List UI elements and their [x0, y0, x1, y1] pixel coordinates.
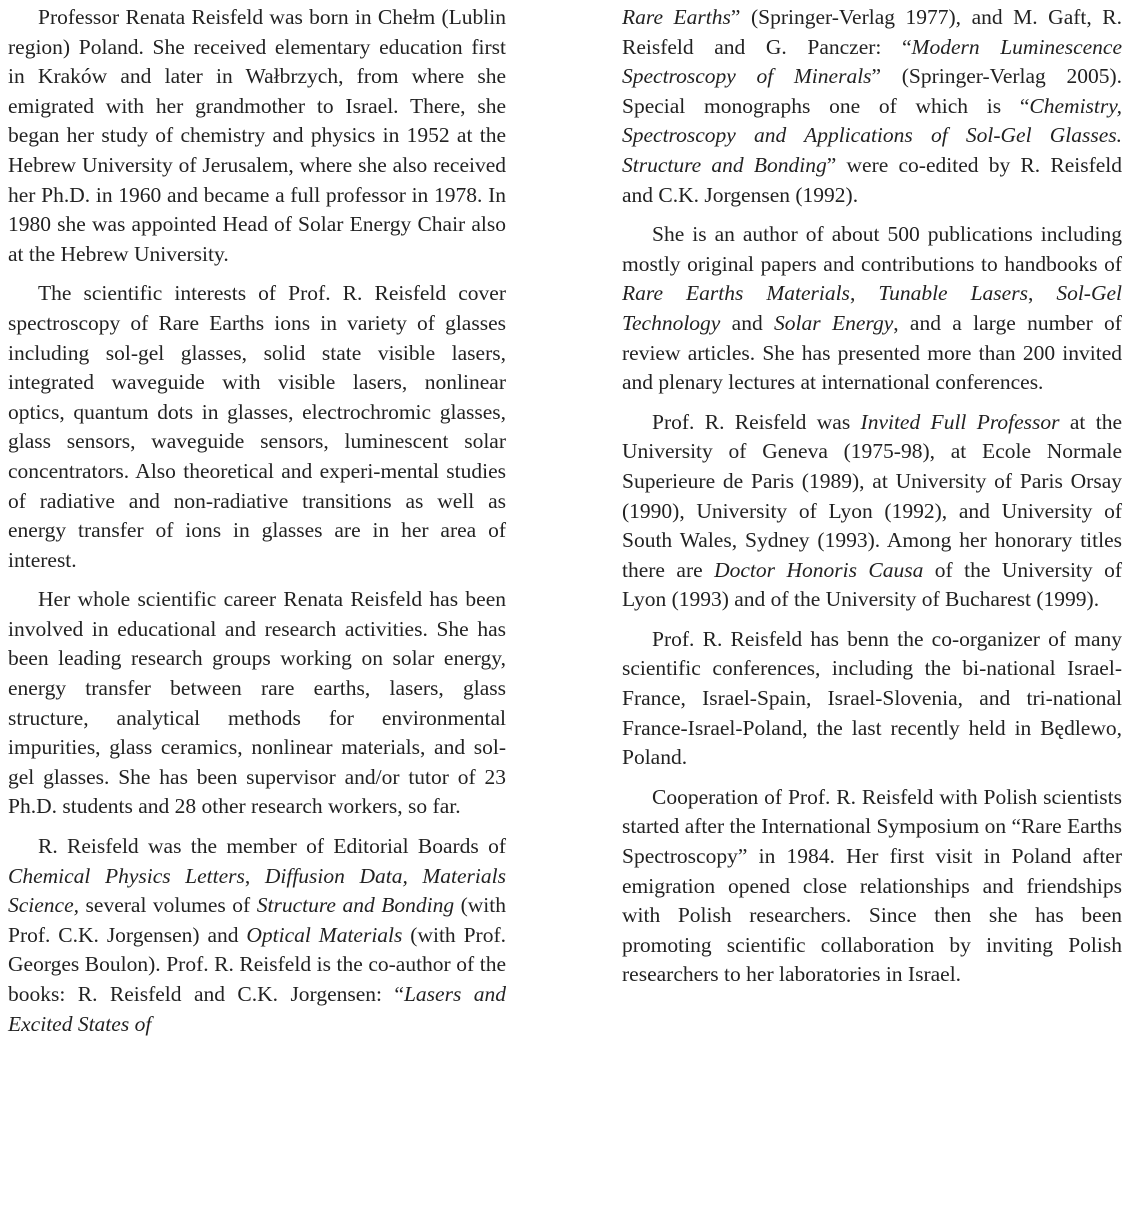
right-column	[622, 0, 1122, 1000]
text-run: (with Prof. Georges Boulon). Prof. R. Reisfeld is the co-author of the books: R. Reisfeld and C.K. Jorgensen: “	[8, 922, 506, 1006]
text-run: ” (Springer-Verlag 2005). Special monographs one of which is “	[622, 64, 1122, 118]
journal-title: Chemical Physics Letters	[8, 863, 245, 888]
book-title: Rare Earths	[622, 5, 731, 29]
topic-title: Tunable Lasers	[878, 281, 1028, 306]
paragraph-editorial-boards	[8, 832, 506, 1039]
text-run: ,	[244, 863, 265, 888]
text-run: , and a large number of review articles. She has presented more than 200 invited and plenary lectures at international conferences.	[622, 310, 1122, 395]
title-emphasis: Invited Full Professor	[860, 409, 1060, 434]
topic-title: Sol-Gel Technology	[622, 281, 1123, 335]
book-title: Modern Luminescence Spectroscopy of Minerals	[622, 34, 1123, 89]
paragraph-biography: Professor Renata Reisfeld was born in Chełm (Lublin region) Poland. She received elementary education first in Kraków and later in Wałbrzych, from where she emigrated with her grandmother to Israel. There, she began her study of chemistry and physics in 1952 at the Hebrew University of Jerusalem, where she also received her Ph.D. in 1960 and became a full professor in 1978. In 1980 she was appointed Head of Solar Energy Chair also at the Hebrew University.	[8, 5, 506, 266]
left-column	[8, 0, 506, 1049]
text-run: ” (Springer-Verlag 1977), and M. Gaft, R. Reisfeld and G. Panczer: “	[622, 5, 1122, 59]
paragraph-conferences: Prof. R. Reisfeld has benn the co-organizer of many scientific conferences, including the bi-national Israel-France, Israel-Spain, Israel-Slovenia, and tri-national France-Israel-Poland, the last recently held in Będlewo, Poland.	[622, 626, 1122, 770]
paragraph-career: Her whole scientific career Renata Reisfeld has been involved in educational and research activities. She has been leading research groups working on solar energy, energy transfer between rare earths, lasers, glass structure, analytical methods for environmental impurities, glass ceramics, nonlinear materials, and sol-gel glasses. She has been supervisor and/or tutor of 23 Ph.D. students and 28 other research workers, so far.	[8, 587, 506, 819]
journal-title: Diffusion Data, Materials Science,	[8, 863, 506, 918]
paragraph-books-continued	[622, 3, 1122, 210]
paragraph-scientific-interests: The scientific interests of Prof. R. Reisfeld cover spectroscopy of Rare Earths ions in variety of glasses including sol-gel glasses, solid state visible lasers, integrated waveguide with visible lasers, nonlinear optics, quantum dots in glasses, electrochromic glasses, glass sensors, waveguide sensors, luminescent solar concentrators. Also theoretical and experi-mental studies of radiative and non-radiative transitions as well as energy transfer of ions in glasses are in her area of interest.	[8, 281, 506, 572]
title-emphasis: Doctor Honoris Causa	[714, 557, 924, 582]
text-run: and	[720, 310, 775, 335]
text-run: at the University of Geneva (1975-98), at Ecole Normale Superieure de Paris (1989), at University of Paris Orsay (1990), University of Lyon (1992), and University of South Wales, Sydney (1993). Among her honorary titles there are	[622, 409, 1122, 582]
book-title: Lasers and Excited States of	[8, 982, 506, 1036]
paragraph-publications	[622, 220, 1122, 398]
topic-title: Rare Earths Materials	[622, 281, 850, 306]
text-run: ,	[1027, 281, 1057, 306]
text-run: Prof. R. Reisfeld was	[652, 409, 861, 434]
monograph-title: Chemistry, Spectroscopy and Applications of Sol-Gel Glasses. Structure and Bonding	[622, 93, 1122, 177]
text-run: ” were co-edited by R. Reisfeld and C.K. Jorgensen (1992).	[622, 152, 1123, 207]
text-run: She is an author of about 500 publications including mostly original papers and contributions to handbooks of	[622, 222, 1122, 276]
text-run: (with Prof. C.K. Jorgensen) and	[8, 893, 506, 947]
journal-title: Optical Materials	[246, 922, 403, 947]
topic-title: Solar Energy	[774, 310, 894, 335]
text-run: several volumes of	[79, 893, 257, 918]
text-run: R. Reisfeld was the member of Editorial Boards of	[38, 834, 506, 859]
text-run: ,	[849, 281, 879, 306]
journal-title: Structure and Bonding	[256, 893, 455, 918]
paragraph-cooperation: Cooperation of Prof. R. Reisfeld with Polish scientists started after the International Symposium on “Rare Earths Spectroscopy” in 1984. Her first visit in Poland after emigration opened close relationships and friendships with Polish researchers. Since then she has been promoting scientific collaboration by inviting Polish researchers to her laboratories in Israel.	[622, 784, 1122, 987]
text-run: of the University of Lyon (1993) and of the University of Bucharest (1999).	[622, 557, 1122, 612]
paragraph-professorships	[622, 408, 1122, 615]
